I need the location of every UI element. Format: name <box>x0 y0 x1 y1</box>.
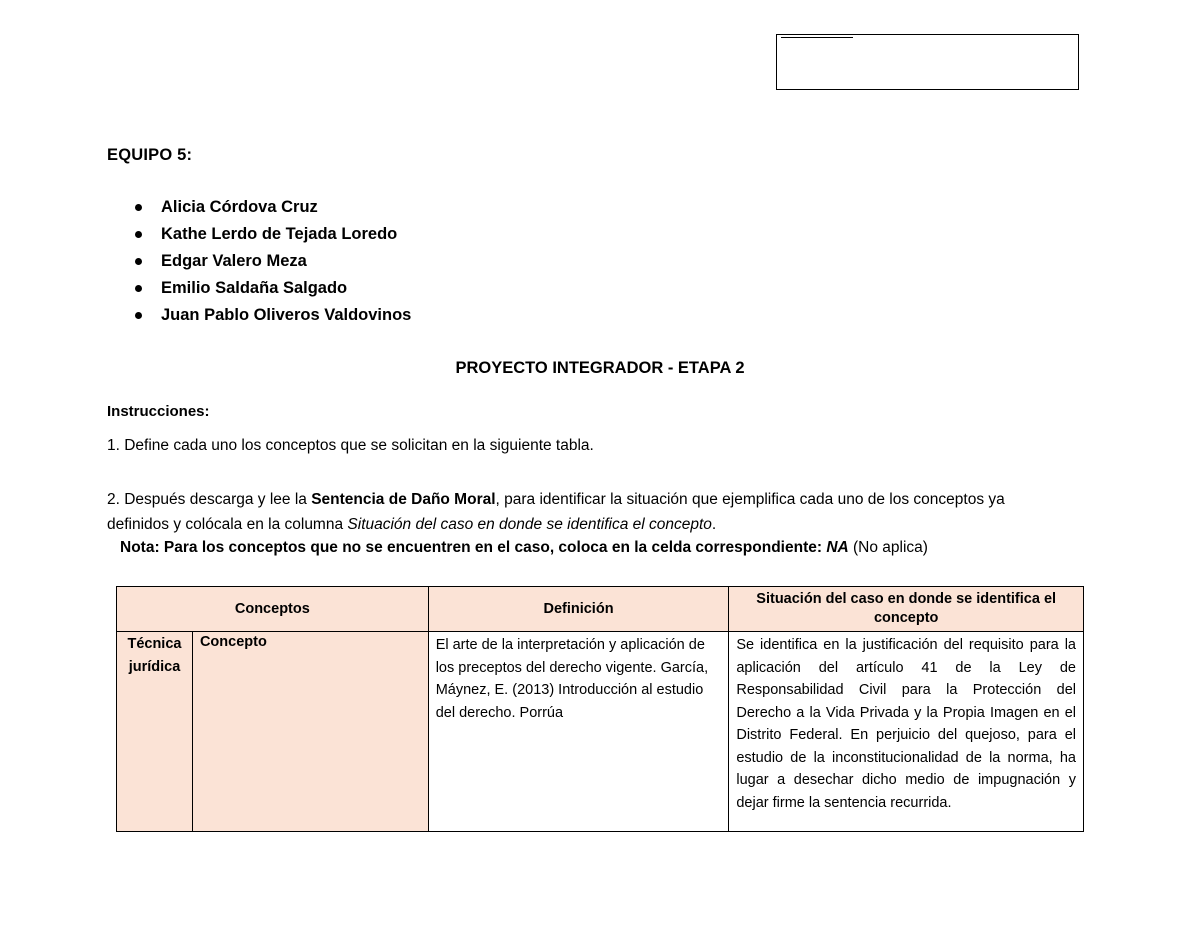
member-name: Juan Pablo Oliveros Valdovinos <box>161 306 412 324</box>
note <box>120 539 928 557</box>
instructions-heading: Instrucciones: <box>107 403 210 420</box>
list-item <box>130 223 411 250</box>
instruction-step-1: 1. Define cada uno los conceptos que se solicitan en la siguiente tabla. <box>107 437 594 454</box>
member-name: Kathe Lerdo de Tejada Loredo <box>161 225 398 243</box>
member-name: Alicia Córdova Cruz <box>161 198 318 216</box>
step2-prefix: 2. Después descarga y lee la <box>107 491 312 508</box>
member-name: Edgar Valero Meza <box>161 252 307 270</box>
header-box-mark <box>781 35 853 38</box>
step2-italic: Situación del caso en donde se identifica el concepto <box>347 516 712 533</box>
bullet-icon <box>135 312 142 319</box>
concepts-table <box>116 586 1084 832</box>
note-bold: Nota: Para los conceptos que no se encuentren en el caso, coloca en la celda correspondiente: <box>120 539 827 556</box>
header-box <box>776 34 1079 90</box>
concept-cell: Concepto <box>192 632 428 832</box>
team-title: EQUIPO 5: <box>107 146 193 164</box>
project-title: PROYECTO INTEGRADOR - ETAPA 2 <box>455 359 745 377</box>
group-cell: Técnica jurídica <box>117 632 193 832</box>
table-row <box>117 632 1084 832</box>
bullet-icon <box>135 285 142 292</box>
note-italic: NA <box>826 539 849 556</box>
situation-cell: Se identifica en la justificación del requisito para la aplicación del artículo 41 de la Ley de Responsabilidad Civil para la Protección del Derecho a la Vida Privada y la Propia Imagen en el Distrito Federal. En perjuicio del quejoso, para el estudio de la inconstitucionalidad de la norma, ha lugar a desechar dicho medio de impugnación y dejar firme la sentencia recurrida. <box>729 632 1084 832</box>
list-item <box>130 250 411 277</box>
bullet-icon <box>135 204 142 211</box>
member-list <box>130 196 411 331</box>
bullet-icon <box>135 258 142 265</box>
list-item <box>130 196 411 223</box>
step2-suffix: . <box>711 516 717 533</box>
instruction-step-2 <box>107 487 1037 537</box>
member-name: Emilio Saldaña Salgado <box>161 279 348 297</box>
step2-middle: , para identificar la situación que ejemplifica cada uno de los conceptos ya definidos y colócala en la columna <box>107 491 1005 533</box>
definition-cell: El arte de la interpretación y aplicación de los preceptos del derecho vigente. García, Máynez, E. (2013) Introducción al estudio del derecho. Porrúa <box>428 632 729 832</box>
header-definition: Definición <box>428 587 729 632</box>
table-header-row <box>117 587 1084 632</box>
header-concepts: Conceptos <box>117 587 429 632</box>
list-item <box>130 277 411 304</box>
bullet-icon <box>135 231 142 238</box>
header-situation: Situación del caso en donde se identifica el concepto <box>729 587 1084 632</box>
note-suffix: (No aplica) <box>848 539 928 556</box>
list-item <box>130 304 411 331</box>
step2-bold: Sentencia de Daño Moral <box>311 491 496 508</box>
